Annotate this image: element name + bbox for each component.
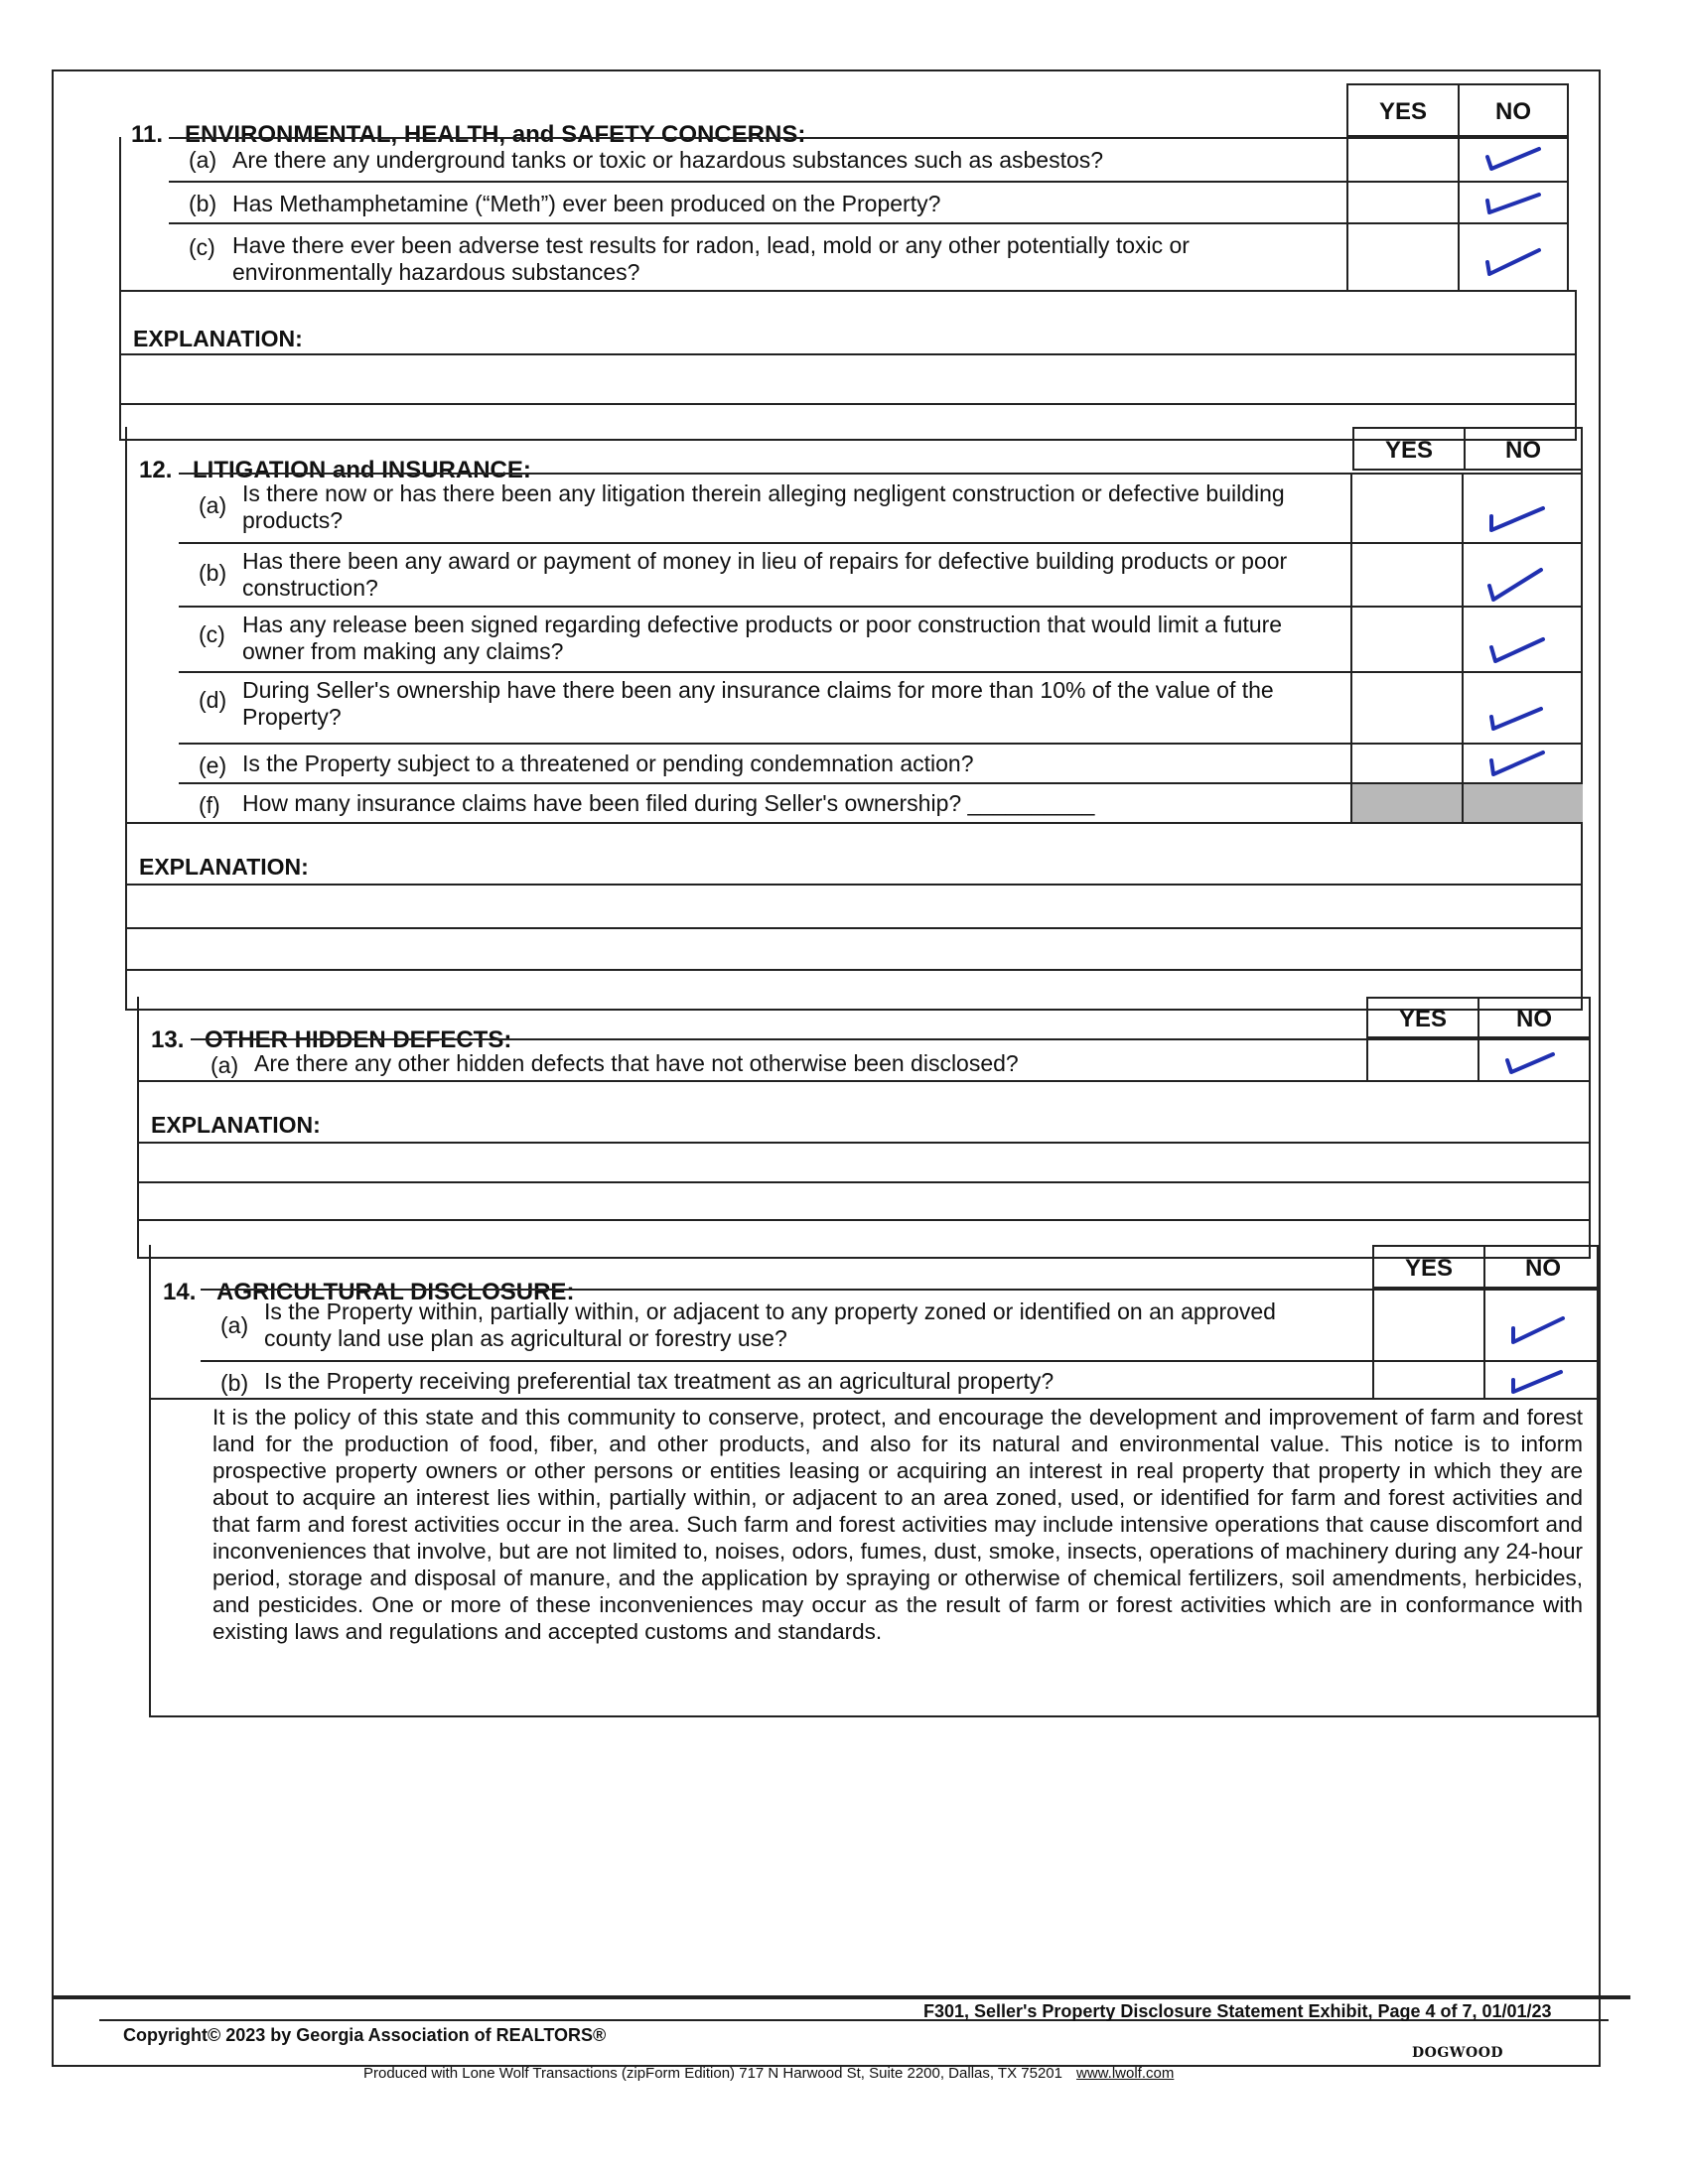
- section-title: LITIGATION and INSURANCE:: [193, 457, 531, 483]
- explanation-line: [139, 1181, 1589, 1183]
- explanation-line: [119, 353, 1577, 355]
- explanation-line: [139, 1219, 1589, 1221]
- yes-checkbox[interactable]: [1350, 475, 1462, 542]
- question-letter: (a): [199, 492, 227, 518]
- section-number: 13.: [151, 1026, 185, 1053]
- question-letter: (a): [211, 1052, 239, 1078]
- section-left-border: [119, 137, 121, 292]
- checkmark-icon: [1485, 635, 1549, 667]
- section-number: 14.: [163, 1279, 197, 1305]
- question-text: How many insurance claims have been filed during Seller's ownership? __________: [242, 790, 1095, 816]
- section-13-hidden-defects: [137, 997, 1591, 1259]
- checkmark-icon: [1501, 1046, 1565, 1078]
- yes-checkbox[interactable]: [1350, 745, 1462, 782]
- question-letter: (d): [199, 687, 227, 713]
- explanation-label: EXPLANATION:: [151, 1112, 321, 1138]
- question-row: [179, 743, 1583, 782]
- section-left-border: [119, 290, 121, 439]
- question-letter: (b): [199, 560, 227, 586]
- copyright-notice: Copyright© 2023 by Georgia Association of REALTORS®: [123, 2025, 607, 2045]
- checkmark-icon: [1481, 143, 1545, 175]
- checkmark-icon: [1485, 504, 1549, 536]
- yes-checkbox[interactable]: [1346, 183, 1458, 222]
- checkmark-icon: [1485, 703, 1549, 735]
- yes-checkbox[interactable]: [1366, 1040, 1477, 1080]
- question-letter: (e): [199, 752, 227, 778]
- brand-mark: DOGWOOD: [1412, 2045, 1504, 2061]
- explanation-top-rule: [119, 290, 1577, 292]
- question-letter: (c): [199, 621, 225, 647]
- section-14-agricultural: [149, 1245, 1599, 1717]
- checkmark-icon: [1481, 246, 1545, 278]
- question-letter: (f): [199, 792, 220, 818]
- question-text: During Seller's ownership have there been any insurance claims for more than 10% of the value of the Property?: [242, 677, 1274, 730]
- explanation-line: [127, 884, 1581, 886]
- no-checkbox[interactable]: [1458, 139, 1569, 181]
- yes-checkbox[interactable]: [1350, 673, 1462, 743]
- question-row: [169, 137, 1569, 181]
- question-text: Is there now or has there been any litigation therein alleging negligent construction or defective building products?: [242, 480, 1285, 533]
- explanation-label: EXPLANATION:: [133, 326, 303, 351]
- no-checkbox[interactable]: [1462, 673, 1583, 743]
- question-row: [201, 1360, 1601, 1398]
- section-title: ENVIRONMENTAL, HEALTH, and SAFETY CONCERNS:: [185, 121, 806, 148]
- question-row: [179, 606, 1583, 671]
- no-checkbox[interactable]: [1462, 608, 1583, 671]
- question-letter: (a): [220, 1312, 249, 1338]
- yes-checkbox[interactable]: [1372, 1291, 1483, 1360]
- explanation-line: [119, 403, 1577, 405]
- no-checkbox[interactable]: [1458, 224, 1569, 292]
- question-row: [179, 671, 1583, 743]
- yes-checkbox[interactable]: [1346, 224, 1458, 292]
- question-row: [169, 222, 1569, 292]
- checkmark-icon: [1481, 187, 1545, 218]
- question-row: [179, 542, 1583, 606]
- question-text: Is the Property within, partially within, or adjacent to any property zoned or identified on an approved county land use plan as agricultural or forestry use?: [264, 1298, 1276, 1351]
- no-column-header: NO: [1464, 427, 1583, 471]
- question-row: [191, 1038, 1591, 1080]
- policy-top-rule: [151, 1398, 1597, 1400]
- producer-link[interactable]: www.lwolf.com: [1075, 2065, 1175, 2082]
- question-text: Are there any other hidden defects that have not otherwise been disclosed?: [254, 1050, 1019, 1076]
- form-identifier: F301, Seller's Property Disclosure Statement Exhibit, Page 4 of 7, 01/01/23: [923, 2001, 1552, 2021]
- question-row: [169, 181, 1569, 222]
- yes-checkbox[interactable]: [1350, 544, 1462, 606]
- no-checkbox[interactable]: [1483, 1362, 1601, 1398]
- explanation-line: [127, 927, 1581, 929]
- no-checkbox[interactable]: [1477, 1040, 1589, 1080]
- explanation-top-rule: [127, 822, 1581, 824]
- yes-cell-shaded: [1350, 784, 1462, 822]
- question-text: Has Methamphetamine (“Meth”) ever been produced on the Property?: [232, 191, 941, 216]
- question-letter: (b): [220, 1370, 249, 1396]
- explanation-line: [139, 1142, 1589, 1144]
- section-number: 11.: [131, 121, 164, 148]
- no-checkbox[interactable]: [1462, 544, 1583, 606]
- checkmark-icon: [1507, 1364, 1571, 1396]
- no-checkbox[interactable]: [1458, 183, 1569, 222]
- yes-column-header: YES: [1366, 997, 1477, 1038]
- question-letter: (b): [189, 191, 217, 216]
- checkmark-icon: [1485, 564, 1549, 604]
- no-column-header: NO: [1477, 997, 1589, 1038]
- footer-rule: [52, 1995, 1630, 1999]
- question-row: [179, 473, 1583, 542]
- question-letter: (a): [189, 147, 217, 173]
- explanation-line: [127, 969, 1581, 971]
- checkmark-icon: [1485, 749, 1549, 780]
- yes-column-header: YES: [1346, 83, 1458, 137]
- section-title: AGRICULTURAL DISCLOSURE:: [216, 1279, 575, 1305]
- section-12-litigation: [125, 427, 1583, 1011]
- question-text: Are there any underground tanks or toxic or hazardous substances such as asbestos?: [232, 147, 1104, 173]
- no-column-header: NO: [1483, 1245, 1601, 1289]
- explanation-top-rule: [139, 1080, 1589, 1082]
- question-row: [201, 1289, 1601, 1360]
- section-right-border: [1575, 290, 1577, 439]
- question-text: Has there been any award or payment of money in lieu of repairs for defective building products or poor construction?: [242, 548, 1288, 601]
- question-text: Has any release been signed regarding defective products or poor construction that would limit a future owner from making any claims?: [242, 612, 1283, 664]
- no-checkbox[interactable]: [1462, 745, 1583, 782]
- question-text: Is the Property receiving preferential tax treatment as an agricultural property?: [264, 1368, 1055, 1394]
- question-letter: (c): [189, 234, 215, 260]
- yes-column-header: YES: [1372, 1245, 1483, 1289]
- yes-checkbox[interactable]: [1372, 1362, 1483, 1398]
- checkmark-icon: [1507, 1316, 1571, 1348]
- explanation-label: EXPLANATION:: [139, 854, 309, 880]
- yes-checkbox[interactable]: [1346, 139, 1458, 181]
- question-text: Is the Property subject to a threatened or pending condemnation action?: [242, 751, 974, 776]
- yes-column-header: YES: [1352, 427, 1464, 471]
- question-text: Have there ever been adverse test results for radon, lead, mold or any other potentially toxic or environmentally hazardous substances?: [232, 232, 1190, 285]
- agricultural-policy-notice: It is the policy of this state and this community to conserve, protect, and encourage the development and improvement of farm and forest land for the production of food, fiber, and other products, and also for its natural and environmental value. This notice is to inform prospective property owners or other persons or entities leasing or acquiring an interest in real property that property in which they are about to acquire an interest lies within, partially within, or adjacent to an area zoned, used, or identified for farm and forest activities and that farm and forest activities occur in the area. Such farm and forest activities may include intensive operations that cause discomfort and inconveniences that involve, but are not limited to, noises, odors, fumes, dust, smoke, insects, operations of machinery during any 24-hour period, storage and disposal of manure, and the application by spraying or otherwise of chemical fertilizers, soil amendments, herbicides, and pesticides. One or more of these inconveniences may occur as the result of farm or forest activities which are in conformance with existing laws and regulations and accepted customs and standards.: [212, 1405, 1583, 1644]
- section-11-environmental: [119, 83, 1577, 441]
- producer-text: Produced with Lone Wolf Transactions (zipForm Edition) 717 N Harwood St, Suite 2200, Dallas, TX 75201: [363, 2065, 1062, 2082]
- section-number: 12.: [139, 457, 173, 483]
- no-checkbox[interactable]: [1483, 1291, 1601, 1360]
- producer-line: [363, 2065, 1174, 2082]
- no-checkbox[interactable]: [1462, 475, 1583, 542]
- section-title: OTHER HIDDEN DEFECTS:: [205, 1026, 512, 1053]
- question-row: [179, 782, 1583, 822]
- no-cell-shaded: [1462, 784, 1583, 822]
- no-column-header: NO: [1458, 83, 1569, 137]
- yes-checkbox[interactable]: [1350, 608, 1462, 671]
